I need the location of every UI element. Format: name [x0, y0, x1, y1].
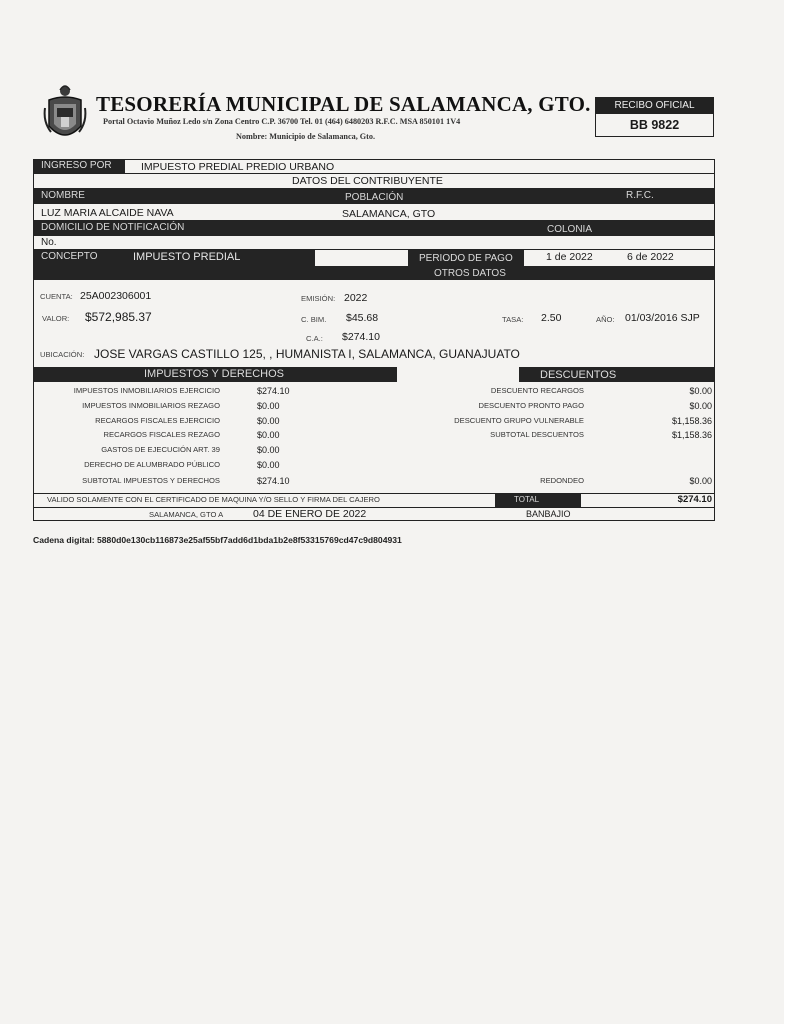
treasury-title: TESORERÍA MUNICIPAL DE SALAMANCA, GTO. — [96, 92, 591, 116]
domicilio-header-row — [34, 220, 714, 236]
ingreso-label: INGRESO POR — [41, 160, 112, 171]
lugar-text: SALAMANCA, GTO A — [149, 510, 224, 519]
impuesto-line: IMPUESTOS INMOBILIARIOS REZAGO $0.00 — [82, 401, 280, 411]
nombre-label: NOMBRE — [41, 190, 85, 201]
tasa-value: 2.50 — [541, 312, 562, 324]
domicilio-label: DOMICILIO DE NOTIFICACIÓN — [41, 222, 185, 233]
redondeo-line: REDONDEO — [540, 476, 584, 485]
descuento-line: DESCUENTO GRUPO VULNERABLE — [454, 416, 584, 425]
descuento-value: $0.00 — [689, 386, 712, 396]
ca-value: $274.10 — [342, 331, 380, 343]
cuenta-value: 25A002306001 — [80, 290, 152, 302]
descuentos-list — [414, 386, 714, 492]
domicilio-value: No. — [41, 237, 57, 248]
impuestos-subtotal-line: SUBTOTAL IMPUESTOS Y DERECHOS $274.10 — [82, 476, 290, 486]
valido-text: VALIDO SOLAMENTE CON EL CERTIFICADO DE MAQUINA Y/O SELLO Y FIRMA DEL CAJERO — [47, 495, 380, 504]
impuestos-list — [34, 386, 334, 492]
anio-value: 01/03/2016 SJP — [625, 312, 700, 324]
periodo-desde: 1 de 2022 — [546, 251, 593, 263]
descuento-line: DESCUENTO RECARGOS — [490, 386, 584, 395]
impuesto-line: DERECHO DE ALUMBRADO PÚBLICO $0.00 — [84, 460, 280, 470]
redondeo-value: $0.00 — [689, 476, 712, 486]
banco-text: BANBAJIO — [526, 509, 571, 519]
contribuyente-poblacion: SALAMANCA, GTO — [342, 208, 436, 220]
total-value: $274.10 — [677, 494, 712, 505]
ca-label: C.A.: — [306, 334, 323, 343]
rfc-label: R.F.C. — [626, 190, 654, 201]
descuento-line: SUBTOTAL DESCUENTOS — [490, 430, 584, 439]
page-edge — [784, 0, 797, 1024]
descuento-line: DESCUENTO PRONTO PAGO — [478, 401, 584, 410]
cuenta-label: CUENTA: — [40, 292, 73, 301]
impuesto-line: RECARGOS FISCALES REZAGO $0.00 — [103, 430, 280, 440]
receipt-table — [33, 159, 715, 521]
amounts-heading-row — [34, 367, 714, 382]
contribuyente-heading: DATOS DEL CONTRIBUYENTE — [292, 175, 443, 187]
concepto-row — [34, 250, 714, 266]
total-label: TOTAL — [514, 495, 540, 504]
contribuyente-heading-row — [34, 174, 714, 187]
nombre-row — [34, 205, 714, 219]
descuento-value: $1,158.36 — [671, 416, 712, 426]
tasa-label: TASA: — [502, 315, 524, 324]
impuestos-heading: IMPUESTOS Y DERECHOS — [144, 368, 284, 380]
ingreso-value: IMPUESTO PREDIAL PREDIO URBANO — [141, 161, 335, 173]
descuento-value: $1,158.36 — [671, 430, 712, 440]
municipal-seal-icon — [43, 82, 87, 146]
impuesto-line: RECARGOS FISCALES EJERCICIO $0.00 — [95, 416, 280, 426]
poblacion-label: POBLACIÓN — [345, 192, 404, 203]
receipt-number: BB 9822 — [629, 118, 680, 132]
impuesto-line: GASTOS DE EJECUCIÓN ART. 39 $0.00 — [101, 445, 280, 455]
concepto-value: IMPUESTO PREDIAL — [133, 251, 241, 263]
treasury-name-line: Nombre: Municipio de Salamanca, Gto. — [236, 132, 376, 141]
otros-heading-row — [34, 266, 714, 280]
concepto-label: CONCEPTO — [41, 251, 98, 262]
ubicacion-label: UBICACIÓN: — [40, 350, 85, 359]
domicilio-row — [34, 237, 714, 249]
descuentos-heading: DESCUENTOS — [540, 369, 617, 381]
periodo-label: PERIODO DE PAGO — [419, 253, 513, 264]
anio-label: AÑO: — [596, 315, 615, 324]
ingreso-row — [34, 160, 714, 173]
contribuyente-nombre: LUZ MARIA ALCAIDE NAVA — [41, 207, 174, 219]
colonia-label: COLONIA — [547, 224, 593, 235]
valor-value: $572,985.37 — [85, 310, 152, 324]
ubicacion-value: JOSE VARGAS CASTILLO 125, , HUMANISTA I, SALAMANCA, GUANAJUATO — [94, 347, 520, 361]
official-receipt-box — [595, 97, 714, 137]
periodo-hasta: 6 de 2022 — [627, 251, 674, 263]
treasury-address: Portal Octavio Muñoz Ledo s/n Zona Centro C.P. 36700 Tel. 01 (464) 6480203 R.F.C. MSA 850101 1V4 — [103, 117, 461, 126]
cbim-value: $45.68 — [346, 312, 379, 324]
impuesto-line: IMPUESTOS INMOBILIARIOS EJERCICIO $274.10 — [73, 386, 290, 396]
cbim-label: C. BIM. — [301, 315, 327, 324]
descuento-value: $0.00 — [689, 401, 712, 411]
emision-label: EMISIÓN: — [301, 294, 336, 303]
otros-heading: OTROS DATOS — [434, 268, 506, 279]
fecha-row — [34, 508, 714, 521]
otros-detail — [34, 281, 714, 367]
nombre-header-row — [34, 188, 714, 204]
valor-label: VALOR: — [42, 314, 70, 323]
emision-value: 2022 — [344, 292, 368, 304]
cadena-digital: Cadena digital: 5880d0e130cb116873e25af55bf7add6d1bda1b2e8f53315769cd47c9d804931 — [33, 535, 402, 545]
official-receipt-label: RECIBO OFICIAL — [596, 98, 713, 114]
total-row — [34, 494, 714, 507]
fecha-text: 04 DE ENERO DE 2022 — [253, 508, 367, 520]
